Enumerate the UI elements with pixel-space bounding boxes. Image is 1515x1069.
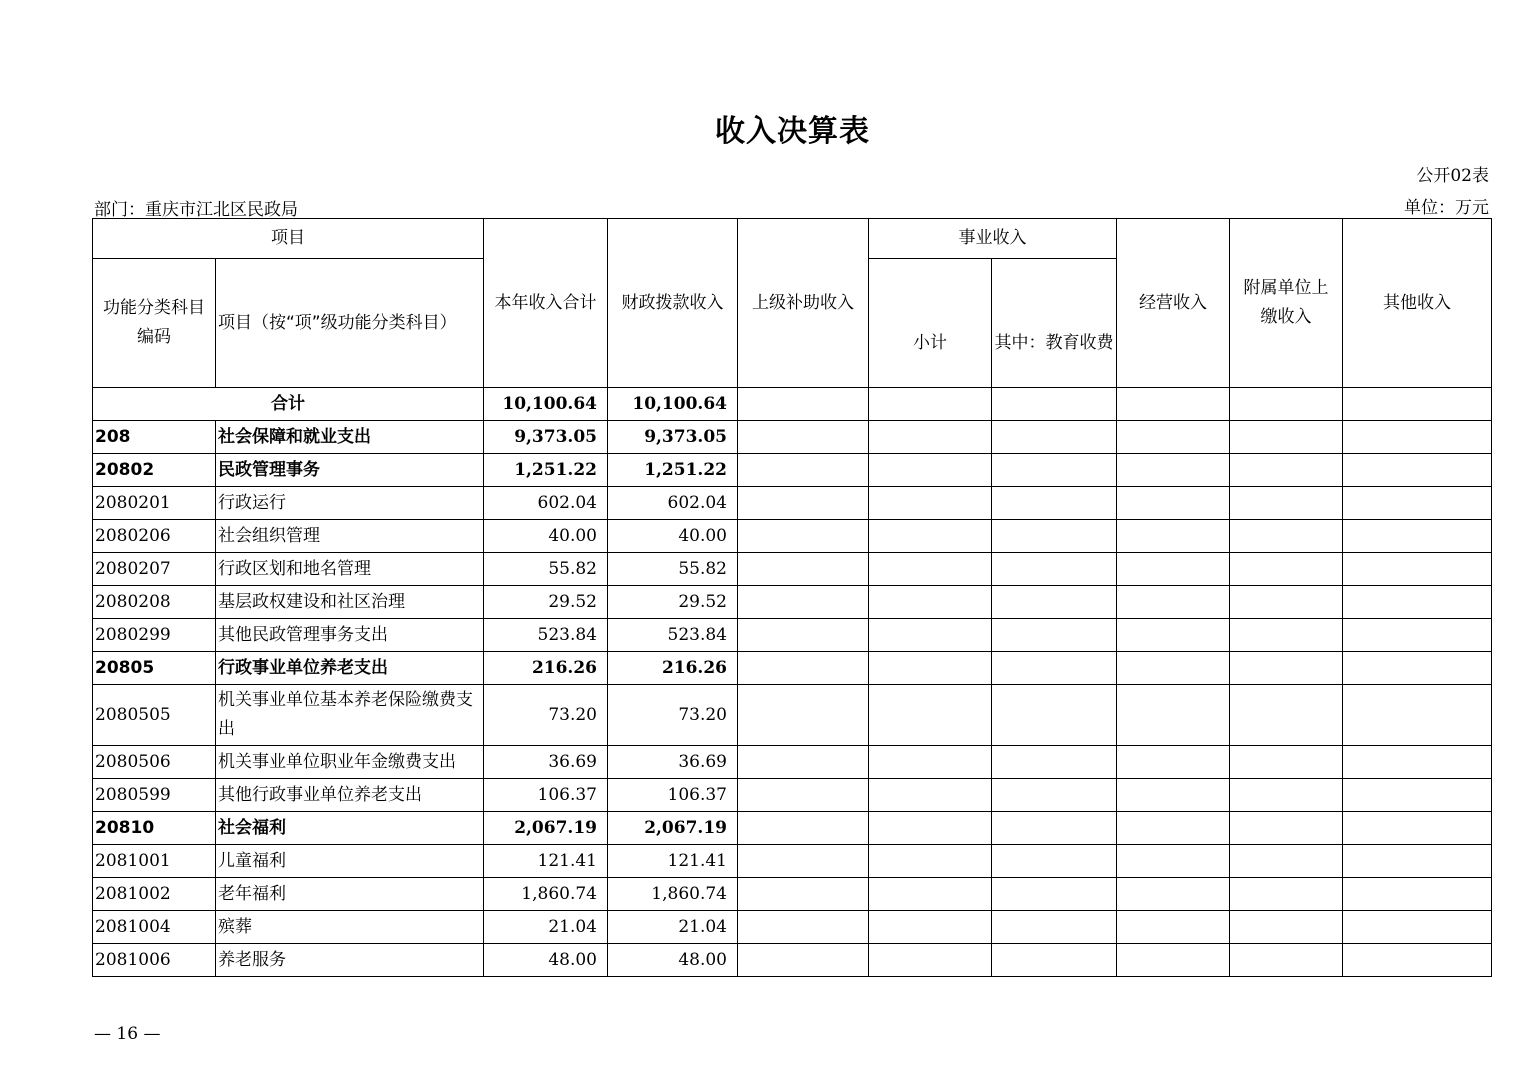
department-label: 部门：重庆市江北区民政局 bbox=[94, 200, 298, 220]
empty-cell bbox=[1343, 746, 1492, 779]
empty-cell bbox=[1230, 944, 1343, 977]
empty-cell bbox=[738, 619, 869, 652]
empty-cell bbox=[1230, 421, 1343, 454]
empty-cell bbox=[869, 944, 992, 977]
row-fiscal: 523.84 bbox=[608, 619, 738, 652]
row-name: 行政运行 bbox=[216, 487, 484, 520]
row-fiscal: 29.52 bbox=[608, 586, 738, 619]
empty-cell bbox=[869, 652, 992, 685]
income-table bbox=[92, 218, 1492, 977]
empty-cell bbox=[738, 878, 869, 911]
row-total: 36.69 bbox=[484, 746, 608, 779]
row-total: 73.20 bbox=[484, 685, 608, 746]
empty-cell bbox=[869, 421, 992, 454]
empty-cell bbox=[1343, 779, 1492, 812]
table-row bbox=[93, 421, 1492, 454]
table-row bbox=[93, 520, 1492, 553]
row-fiscal: 1,860.74 bbox=[608, 878, 738, 911]
table-row bbox=[93, 685, 1492, 746]
empty-cell bbox=[1230, 746, 1343, 779]
empty-cell bbox=[992, 553, 1117, 586]
header-other: 其他收入 bbox=[1343, 219, 1492, 388]
empty-cell bbox=[738, 812, 869, 845]
table-row bbox=[93, 911, 1492, 944]
header-item: 项目 bbox=[93, 219, 484, 259]
empty-cell bbox=[1343, 553, 1492, 586]
empty-cell bbox=[1343, 845, 1492, 878]
row-fiscal: 1,251.22 bbox=[608, 454, 738, 487]
row-total: 523.84 bbox=[484, 619, 608, 652]
empty-cell bbox=[1343, 812, 1492, 845]
empty-cell bbox=[1343, 619, 1492, 652]
table-row bbox=[93, 487, 1492, 520]
empty-cell bbox=[1230, 586, 1343, 619]
row-code: 2080506 bbox=[93, 746, 216, 779]
empty-cell bbox=[738, 685, 869, 746]
row-total: 106.37 bbox=[484, 779, 608, 812]
empty-cell bbox=[1343, 421, 1492, 454]
empty-cell bbox=[992, 911, 1117, 944]
empty-cell bbox=[1230, 619, 1343, 652]
row-code: 2080505 bbox=[93, 685, 216, 746]
empty-cell bbox=[1230, 652, 1343, 685]
row-total: 216.26 bbox=[484, 652, 608, 685]
empty-cell bbox=[992, 652, 1117, 685]
empty-cell bbox=[738, 746, 869, 779]
empty-cell bbox=[1343, 878, 1492, 911]
empty-cell bbox=[869, 553, 992, 586]
empty-cell bbox=[738, 845, 869, 878]
row-code: 2081001 bbox=[93, 845, 216, 878]
table-row bbox=[93, 652, 1492, 685]
row-name: 行政事业单位养老支出 bbox=[216, 652, 484, 685]
empty-cell bbox=[869, 454, 992, 487]
table-row bbox=[93, 586, 1492, 619]
empty-cell bbox=[738, 911, 869, 944]
header-fiscal: 财政拨款收入 bbox=[608, 219, 738, 388]
row-total: 1,860.74 bbox=[484, 878, 608, 911]
row-total: 48.00 bbox=[484, 944, 608, 977]
empty-cell bbox=[738, 586, 869, 619]
row-name: 社会保障和就业支出 bbox=[216, 421, 484, 454]
empty-cell bbox=[869, 878, 992, 911]
row-name: 基层政权建设和社区治理 bbox=[216, 586, 484, 619]
empty-cell bbox=[1343, 652, 1492, 685]
empty-cell bbox=[1230, 845, 1343, 878]
empty-cell bbox=[1117, 652, 1230, 685]
row-code: 2081006 bbox=[93, 944, 216, 977]
row-fiscal: 602.04 bbox=[608, 487, 738, 520]
row-fiscal: 106.37 bbox=[608, 779, 738, 812]
row-fiscal: 48.00 bbox=[608, 944, 738, 977]
empty-cell bbox=[738, 520, 869, 553]
row-name: 养老服务 bbox=[216, 944, 484, 977]
empty-cell bbox=[992, 520, 1117, 553]
row-total: 1,251.22 bbox=[484, 454, 608, 487]
row-total: 29.52 bbox=[484, 586, 608, 619]
empty-cell bbox=[1117, 553, 1230, 586]
table-row bbox=[93, 454, 1492, 487]
empty-cell bbox=[1230, 520, 1343, 553]
row-total: 602.04 bbox=[484, 487, 608, 520]
empty-cell bbox=[1117, 911, 1230, 944]
empty-cell bbox=[869, 487, 992, 520]
table-row bbox=[93, 779, 1492, 812]
total-row bbox=[93, 388, 1492, 421]
row-fiscal: 2,067.19 bbox=[608, 812, 738, 845]
header-name: 项目（按“项”级功能分类科目） bbox=[216, 259, 484, 388]
row-fiscal: 36.69 bbox=[608, 746, 738, 779]
row-fiscal: 21.04 bbox=[608, 911, 738, 944]
row-name: 行政区划和地名管理 bbox=[216, 553, 484, 586]
empty-cell bbox=[869, 685, 992, 746]
empty-cell bbox=[1117, 619, 1230, 652]
empty-cell bbox=[1117, 746, 1230, 779]
total-fiscal: 10,100.64 bbox=[608, 388, 738, 421]
row-name: 殡葬 bbox=[216, 911, 484, 944]
empty-cell bbox=[992, 487, 1117, 520]
row-code: 2080206 bbox=[93, 520, 216, 553]
form-number: 公开02表 bbox=[1416, 166, 1489, 186]
row-code: 20805 bbox=[93, 652, 216, 685]
header-subtotal: 小计 bbox=[869, 259, 992, 388]
empty-cell bbox=[869, 619, 992, 652]
header-education: 其中：教育收费 bbox=[992, 259, 1117, 388]
empty-cell bbox=[1343, 911, 1492, 944]
empty-cell bbox=[869, 586, 992, 619]
empty-cell bbox=[1117, 944, 1230, 977]
page-title: 收入决算表 bbox=[715, 114, 870, 149]
empty-cell bbox=[869, 911, 992, 944]
unit-label: 单位：万元 bbox=[1404, 198, 1489, 218]
total-label: 合计 bbox=[93, 388, 484, 421]
table-row bbox=[93, 619, 1492, 652]
empty-cell bbox=[869, 746, 992, 779]
row-code: 2080207 bbox=[93, 553, 216, 586]
empty-cell bbox=[1117, 878, 1230, 911]
table-row bbox=[93, 553, 1492, 586]
empty-cell bbox=[738, 454, 869, 487]
empty-cell bbox=[1343, 520, 1492, 553]
empty-cell bbox=[992, 845, 1117, 878]
empty-cell bbox=[1343, 944, 1492, 977]
header-code: 功能分类科目编码 bbox=[93, 259, 216, 388]
row-total: 40.00 bbox=[484, 520, 608, 553]
row-name: 其他行政事业单位养老支出 bbox=[216, 779, 484, 812]
empty-cell bbox=[992, 878, 1117, 911]
empty-cell bbox=[1230, 911, 1343, 944]
empty-cell bbox=[738, 421, 869, 454]
table-row bbox=[93, 878, 1492, 911]
empty-cell bbox=[1117, 586, 1230, 619]
empty-cell bbox=[1230, 685, 1343, 746]
empty-cell bbox=[992, 421, 1117, 454]
empty-cell bbox=[992, 779, 1117, 812]
row-total: 9,373.05 bbox=[484, 421, 608, 454]
row-code: 2080299 bbox=[93, 619, 216, 652]
row-code: 2080599 bbox=[93, 779, 216, 812]
header-operating: 经营收入 bbox=[1117, 219, 1230, 388]
empty-cell bbox=[1343, 685, 1492, 746]
empty-cell bbox=[738, 487, 869, 520]
table-row bbox=[93, 944, 1492, 977]
empty-cell bbox=[992, 944, 1117, 977]
empty-cell bbox=[869, 812, 992, 845]
empty-cell bbox=[1230, 878, 1343, 911]
row-code: 2080201 bbox=[93, 487, 216, 520]
empty-cell bbox=[1343, 487, 1492, 520]
header-affiliated: 附属单位上缴收入 bbox=[1230, 219, 1343, 388]
row-total: 21.04 bbox=[484, 911, 608, 944]
empty-cell bbox=[738, 553, 869, 586]
row-code: 20810 bbox=[93, 812, 216, 845]
empty-cell bbox=[1117, 779, 1230, 812]
table-row bbox=[93, 746, 1492, 779]
empty-cell bbox=[1230, 487, 1343, 520]
total-amount: 10,100.64 bbox=[484, 388, 608, 421]
empty-cell bbox=[1343, 586, 1492, 619]
empty-cell bbox=[738, 779, 869, 812]
empty-cell bbox=[1230, 553, 1343, 586]
row-name: 老年福利 bbox=[216, 878, 484, 911]
empty-cell bbox=[869, 520, 992, 553]
header-total: 本年收入合计 bbox=[484, 219, 608, 388]
empty-cell bbox=[869, 779, 992, 812]
row-name: 社会组织管理 bbox=[216, 520, 484, 553]
empty-cell bbox=[1117, 421, 1230, 454]
table-row bbox=[93, 812, 1492, 845]
empty-cell bbox=[1117, 487, 1230, 520]
empty-cell bbox=[992, 685, 1117, 746]
table-row bbox=[93, 845, 1492, 878]
row-total: 121.41 bbox=[484, 845, 608, 878]
empty-cell bbox=[1117, 845, 1230, 878]
empty-cell bbox=[1343, 454, 1492, 487]
empty-cell bbox=[1117, 812, 1230, 845]
row-code: 208 bbox=[93, 421, 216, 454]
empty-cell bbox=[1117, 685, 1230, 746]
header-business: 事业收入 bbox=[869, 219, 1117, 259]
empty-cell bbox=[992, 746, 1117, 779]
row-fiscal: 40.00 bbox=[608, 520, 738, 553]
row-code: 2081002 bbox=[93, 878, 216, 911]
row-code: 2081004 bbox=[93, 911, 216, 944]
empty-cell bbox=[738, 652, 869, 685]
empty-cell bbox=[1230, 454, 1343, 487]
empty-cell bbox=[992, 586, 1117, 619]
header-superior: 上级补助收入 bbox=[738, 219, 869, 388]
page-number: — 16 — bbox=[94, 1024, 161, 1044]
row-total: 2,067.19 bbox=[484, 812, 608, 845]
row-name: 民政管理事务 bbox=[216, 454, 484, 487]
empty-cell bbox=[738, 944, 869, 977]
row-fiscal: 55.82 bbox=[608, 553, 738, 586]
empty-cell bbox=[992, 812, 1117, 845]
row-name: 社会福利 bbox=[216, 812, 484, 845]
row-name: 儿童福利 bbox=[216, 845, 484, 878]
row-code: 2080208 bbox=[93, 586, 216, 619]
row-name: 机关事业单位职业年金缴费支出 bbox=[216, 746, 484, 779]
empty-cell bbox=[869, 845, 992, 878]
row-name: 机关事业单位基本养老保险缴费支出 bbox=[216, 685, 484, 746]
row-code: 20802 bbox=[93, 454, 216, 487]
empty-cell bbox=[992, 454, 1117, 487]
empty-cell bbox=[1230, 812, 1343, 845]
empty-cell bbox=[992, 619, 1117, 652]
row-fiscal: 73.20 bbox=[608, 685, 738, 746]
empty-cell bbox=[1117, 520, 1230, 553]
row-fiscal: 121.41 bbox=[608, 845, 738, 878]
empty-cell bbox=[1117, 454, 1230, 487]
row-fiscal: 9,373.05 bbox=[608, 421, 738, 454]
row-total: 55.82 bbox=[484, 553, 608, 586]
empty-cell bbox=[1230, 779, 1343, 812]
row-fiscal: 216.26 bbox=[608, 652, 738, 685]
row-name: 其他民政管理事务支出 bbox=[216, 619, 484, 652]
